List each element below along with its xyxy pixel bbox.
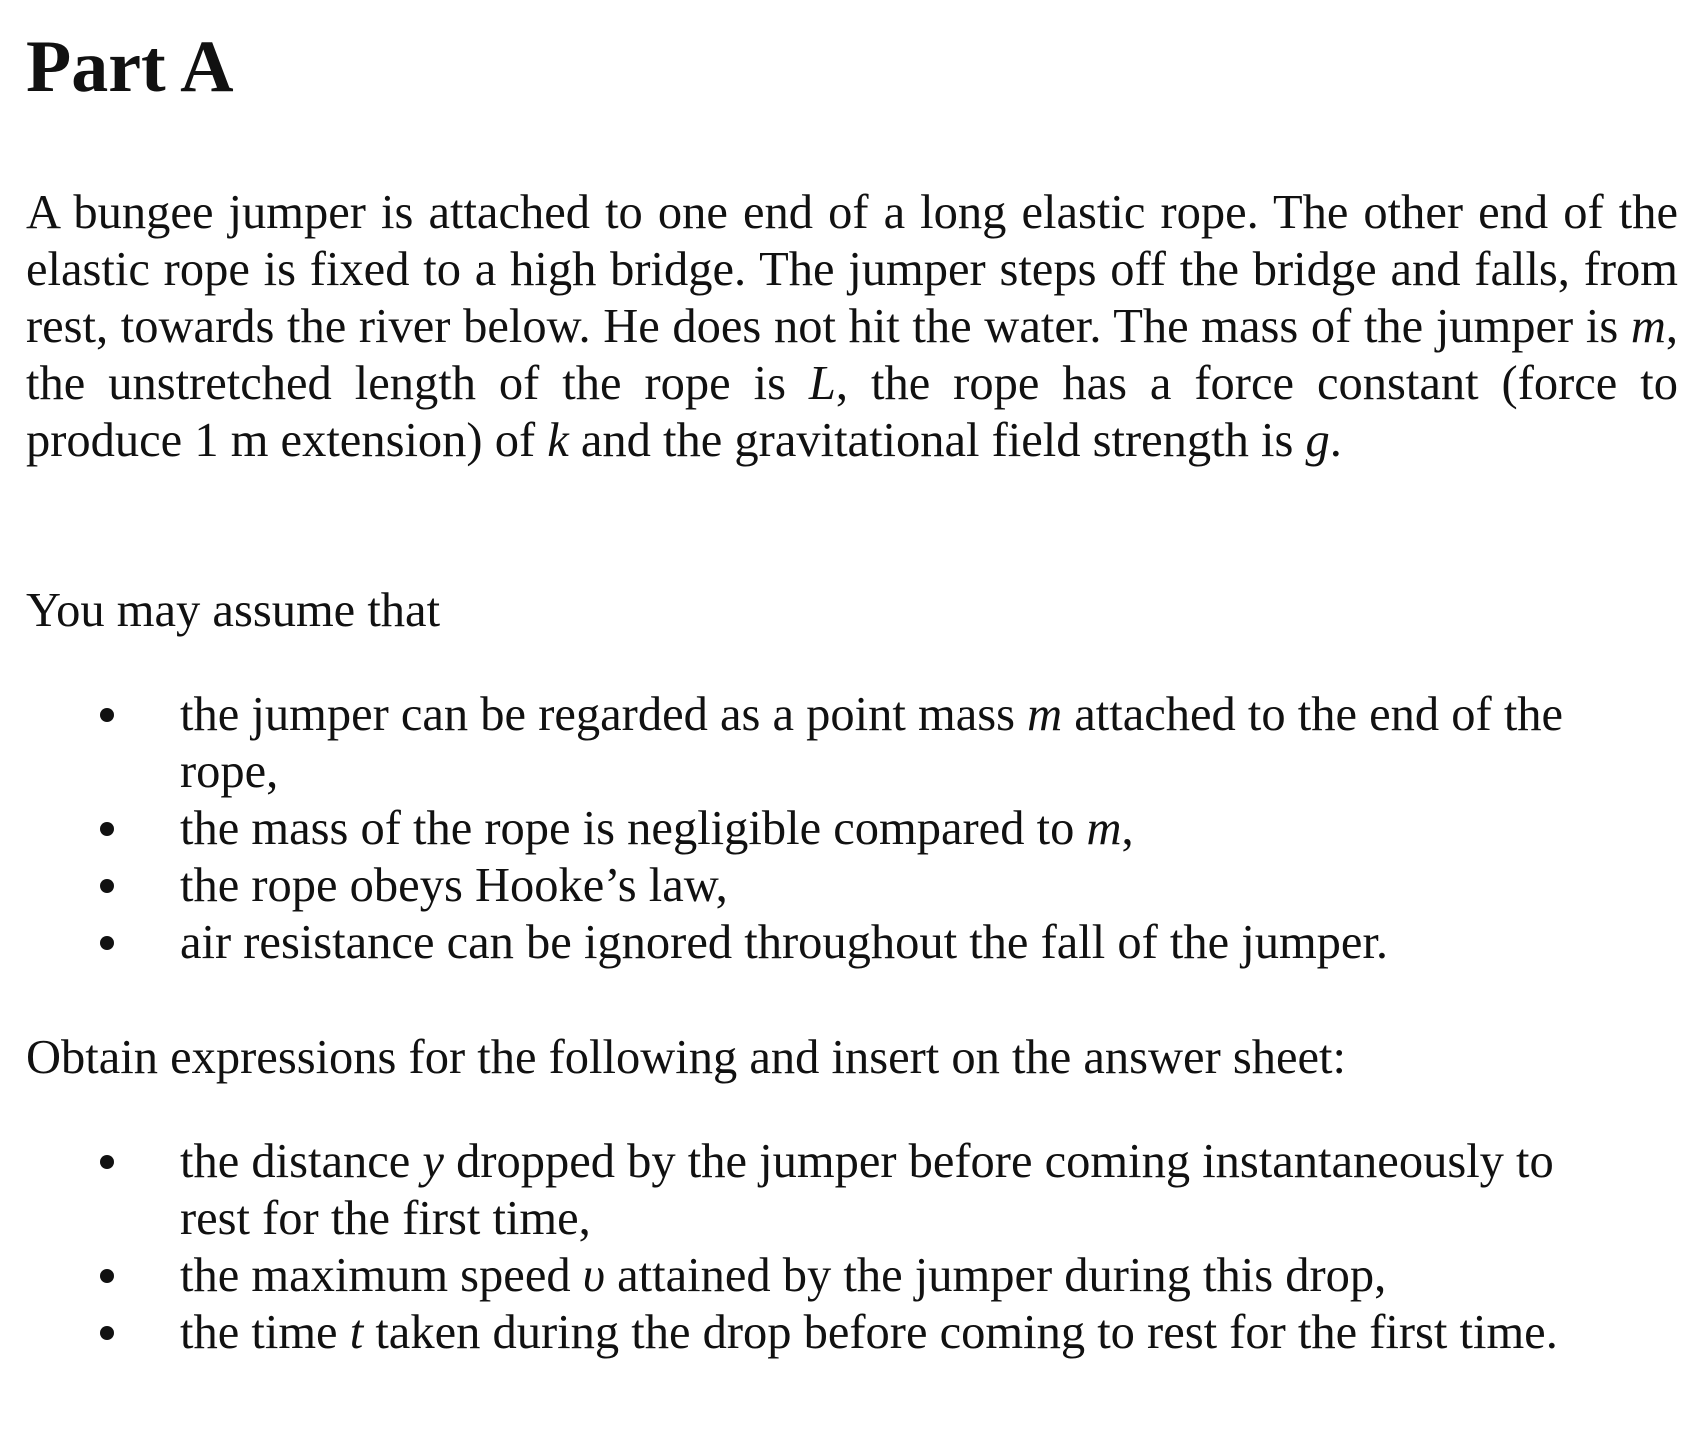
var-m: m	[1086, 802, 1122, 855]
var-m: m	[1630, 300, 1666, 353]
list-item	[100, 914, 1630, 971]
var-t: t	[349, 1306, 364, 1359]
var-m: m	[1027, 688, 1063, 741]
list-item	[100, 1133, 1630, 1247]
intro-text-3: , the rope has a force constant (force to produce 1 m extension) of	[26, 357, 1678, 467]
assumption-text-1a: the jumper can be regarded as a point mass	[180, 688, 1028, 741]
bullet-icon	[100, 822, 114, 836]
assumption-text-2a: the mass of the rope is negligible compared to	[180, 802, 1087, 855]
page-title: Part A	[26, 26, 234, 108]
obtain-text-2a: the maximum speed	[180, 1249, 583, 1302]
intro-text-5: .	[1329, 414, 1342, 467]
intro-text-2: , the unstretched length of the rope is	[26, 300, 1678, 410]
var-y: y	[422, 1135, 444, 1188]
var-g: g	[1305, 414, 1330, 467]
obtain-intro: Obtain expressions for the following and insert on the answer sheet:	[26, 1031, 1346, 1084]
obtain-text-3a: the time	[180, 1306, 350, 1359]
intro-paragraph	[26, 184, 1678, 469]
var-k: k	[547, 414, 569, 467]
bullet-icon	[100, 708, 114, 722]
obtain-text-3b: taken during the drop before coming to rest for the first time.	[363, 1306, 1558, 1359]
obtain-list	[100, 1133, 1630, 1361]
bullet-icon	[100, 879, 114, 893]
bullet-icon	[100, 1326, 114, 1340]
list-item	[100, 1247, 1630, 1304]
bullet-icon	[100, 936, 114, 950]
obtain-text-2b: attained by the jumper during this drop,	[605, 1249, 1387, 1302]
list-item	[100, 686, 1630, 800]
assumption-text-2b: ,	[1121, 802, 1134, 855]
assume-intro: You may assume that	[26, 584, 441, 637]
obtain-text-1a: the distance	[180, 1135, 423, 1188]
list-item	[100, 1304, 1630, 1361]
intro-text-4: and the gravitational field strength is	[568, 414, 1306, 467]
bullet-icon	[100, 1269, 114, 1283]
bullet-icon	[100, 1155, 114, 1169]
var-l: L	[808, 357, 836, 410]
intro-text-1: A bungee jumper is attached to one end of a long elastic rope. The other end of the elastic rope is fixed to a high bridge. The jumper steps off the bridge and falls, from rest, towards the river below. He does not hit the water. The mass of the jumper is	[26, 186, 1678, 353]
assumption-text-1b: attached to the end of the rope,	[180, 688, 1564, 798]
assumption-text-4: air resistance can be ignored throughout the fall of the jumper.	[180, 916, 1389, 969]
list-item	[100, 857, 1630, 914]
obtain-text-1b: dropped by the jumper before coming instantaneously to rest for the first time,	[180, 1135, 1554, 1245]
assumption-list	[100, 686, 1630, 971]
list-item	[100, 800, 1630, 857]
var-upsilon: υ	[582, 1249, 605, 1302]
assumption-text-3: the rope obeys Hooke’s law,	[180, 859, 728, 912]
